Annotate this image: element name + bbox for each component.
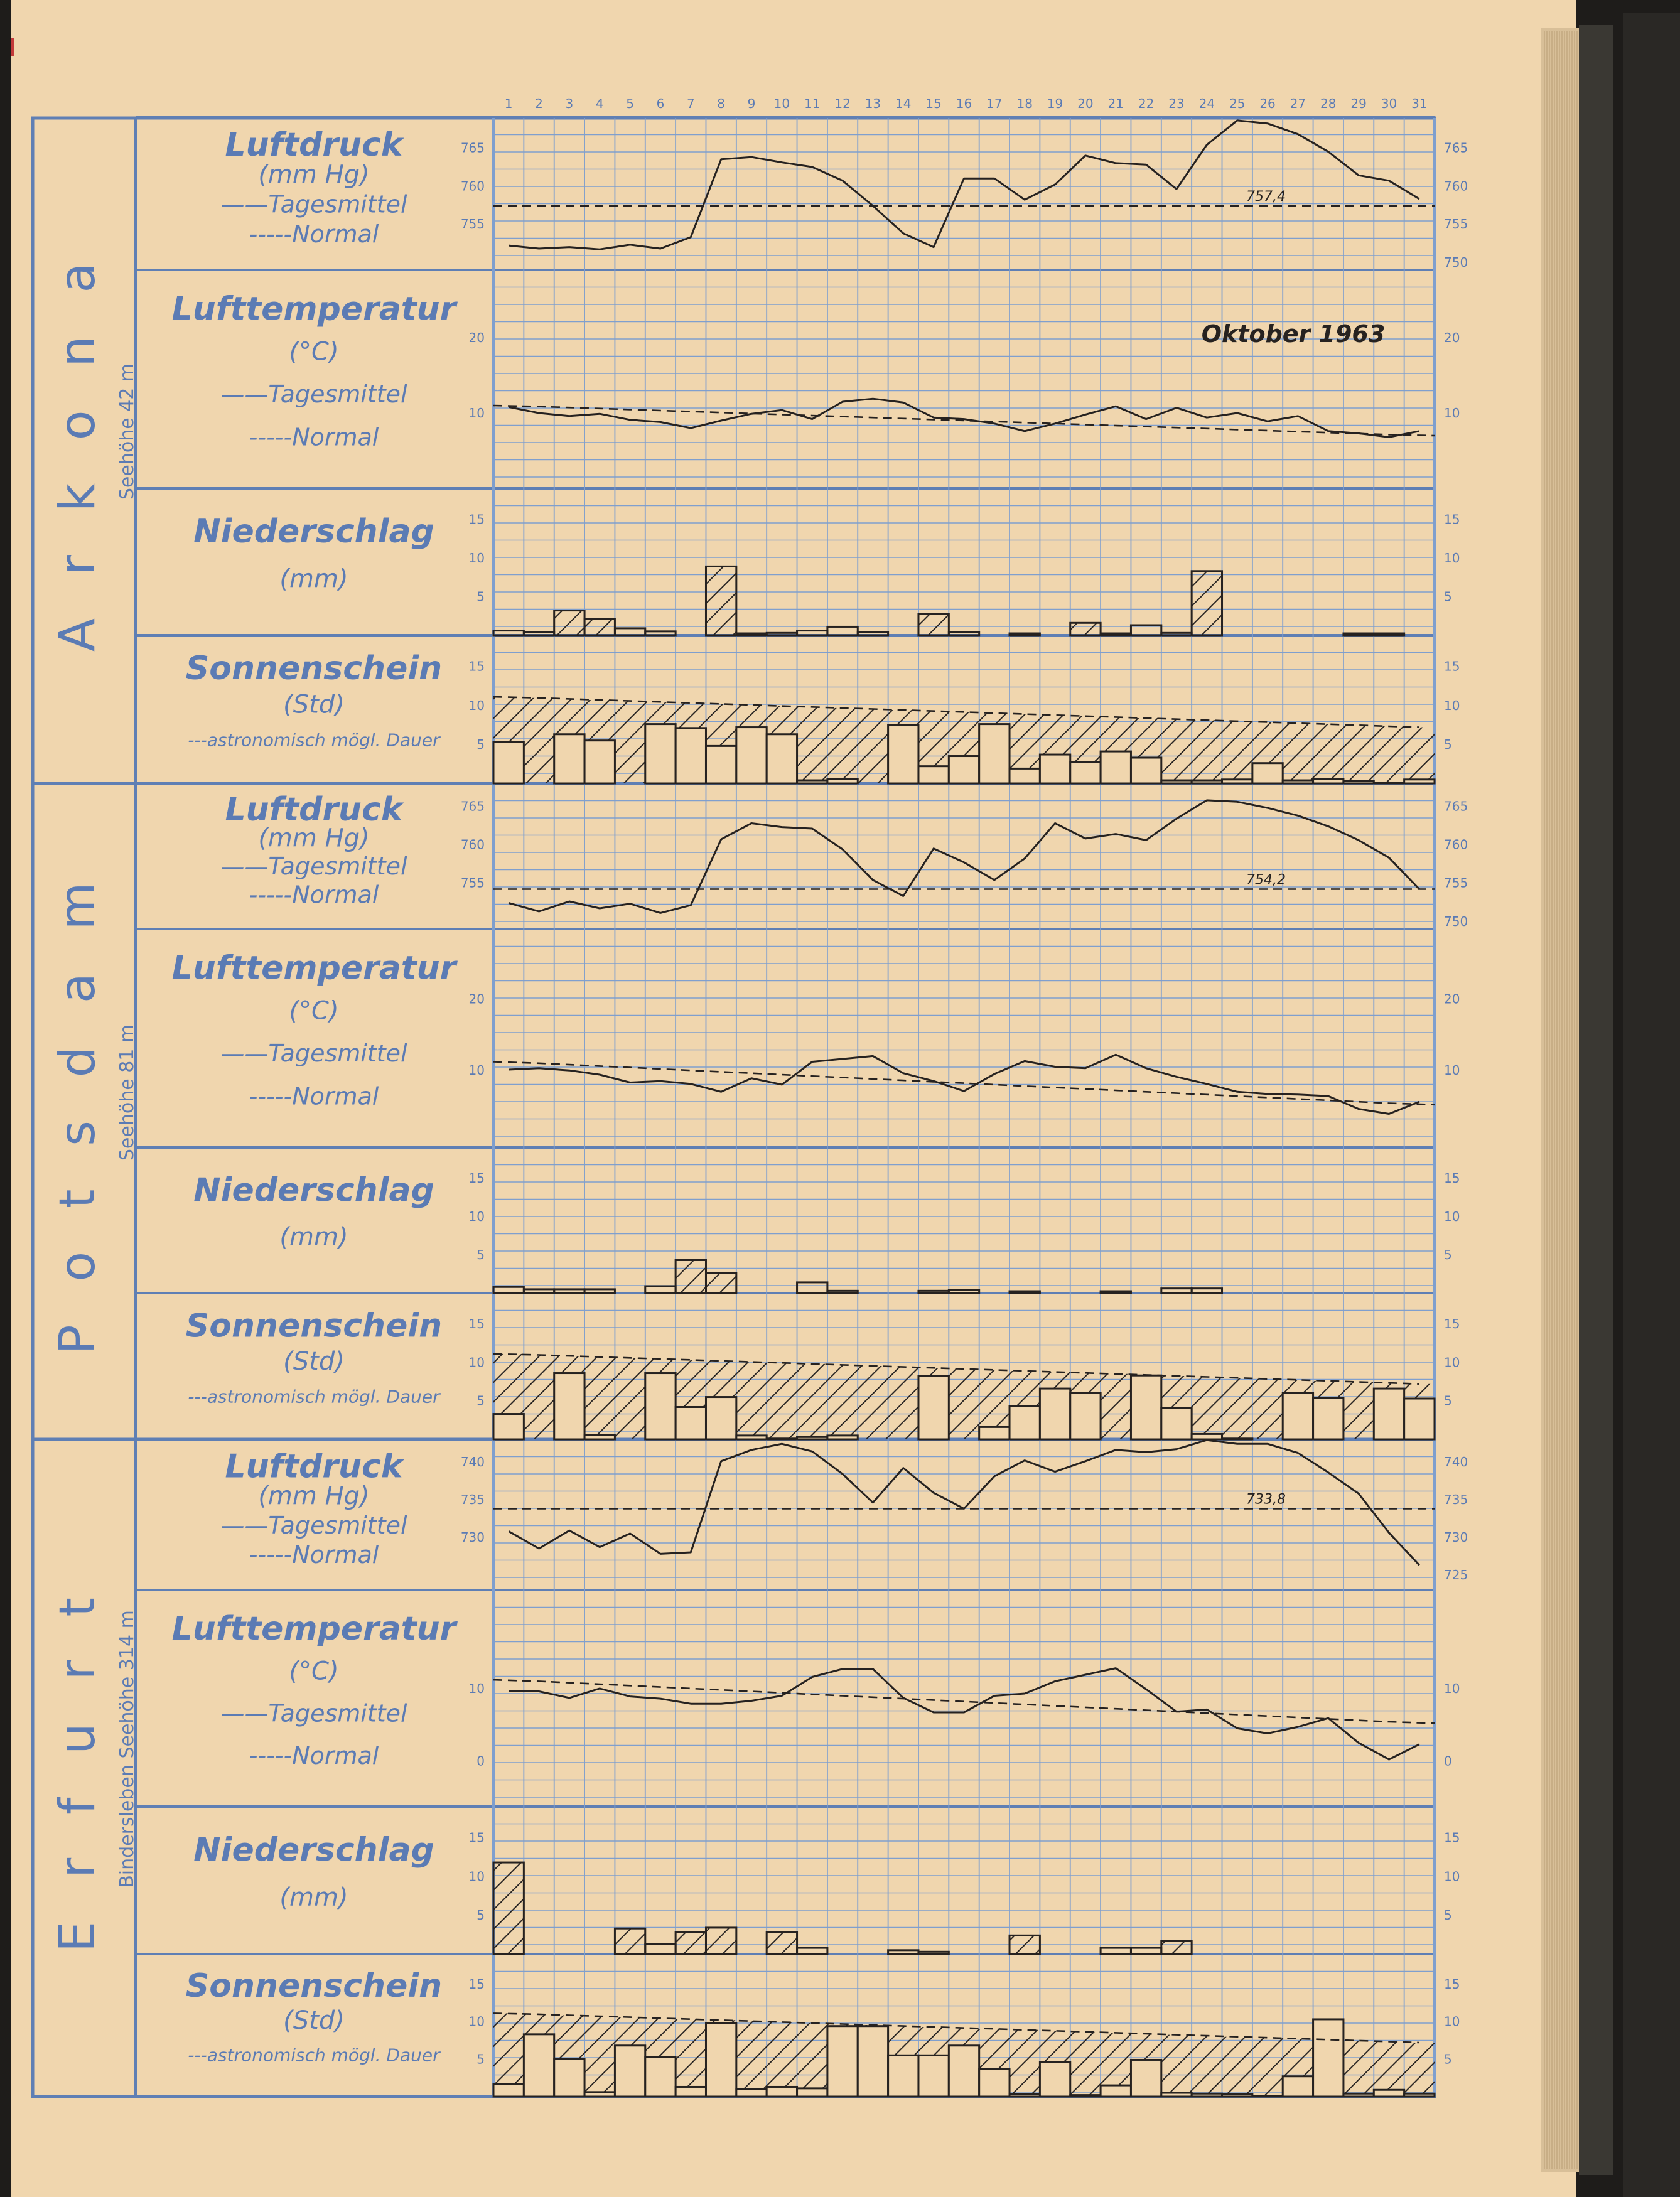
tick-label-right: 10 — [1444, 1869, 1460, 1884]
station-name: E r f u r t — [50, 1584, 106, 1952]
precip-bar — [1010, 1935, 1040, 1954]
sunshine-bar — [676, 2087, 706, 2097]
sunshine-bar — [645, 1373, 676, 1439]
sunshine-bar — [736, 1436, 767, 1439]
day-number: 24 — [1198, 96, 1215, 111]
sunshine-bar — [1010, 1406, 1040, 1439]
day-number: 17 — [986, 96, 1003, 111]
sunshine-bar — [493, 742, 524, 783]
panel-label-line: -----Normal — [249, 1082, 379, 1110]
tick-label-right: 15 — [1444, 1830, 1460, 1845]
sunshine-bar — [736, 2089, 767, 2097]
red-mark — [11, 38, 14, 56]
panel-label-line: (°C) — [289, 1657, 339, 1686]
tick-label-right: 10 — [1444, 550, 1460, 566]
sunshine-bar — [918, 766, 949, 783]
sunshine-bar — [1040, 1389, 1070, 1439]
tick-label-left: 10 — [468, 697, 485, 713]
tick-label-right: 755 — [1444, 875, 1468, 891]
sunshine-bar — [1010, 768, 1040, 783]
tick-label-right: 730 — [1444, 1530, 1468, 1545]
tick-label-left: 10 — [468, 406, 485, 421]
precip-bar — [493, 1862, 524, 1954]
day-number: 26 — [1259, 96, 1276, 111]
sunshine-bar — [1343, 2093, 1374, 2097]
tick-label-left: 10 — [468, 1680, 485, 1696]
precip-bar — [1010, 1291, 1040, 1293]
precip-bar — [554, 611, 584, 635]
sunshine-bar — [797, 2088, 827, 2097]
precip-bar — [615, 1928, 645, 1954]
day-number: 1 — [504, 96, 513, 111]
sunshine-bar — [888, 725, 918, 783]
normal-value-label: 757,4 — [1246, 188, 1286, 205]
sunshine-bar — [1343, 781, 1374, 783]
precip-bar — [584, 619, 615, 635]
panel-title: Sonnenschein — [185, 1307, 443, 1345]
station-elevation: Bindersleben Seehöhe 314 m — [116, 1610, 138, 1888]
sunshine-bar — [1252, 2096, 1283, 2097]
tick-label-left: 15 — [468, 1830, 485, 1845]
panel-label-line: ---astronomisch mögl. Dauer — [188, 729, 440, 751]
day-number: 16 — [956, 96, 972, 111]
precip-bar — [706, 1273, 736, 1293]
sunshine-bar — [615, 2046, 645, 2097]
panel-label-line: (Std) — [283, 1346, 345, 1376]
sunshine-bar — [1374, 1389, 1404, 1439]
precip-bar — [1161, 1941, 1192, 1954]
sunshine-bar — [918, 2055, 949, 2097]
binding-strip — [1579, 25, 1613, 2175]
tick-label-right: 765 — [1444, 798, 1468, 814]
panel-label-line: -----Normal — [249, 1742, 379, 1770]
day-number: 30 — [1381, 96, 1397, 111]
tick-label-left: 5 — [477, 2051, 485, 2067]
sunshine-bar — [706, 746, 736, 783]
sunshine-bar — [1161, 780, 1192, 783]
sunshine-bar — [1040, 2062, 1070, 2097]
tick-label-left: 20 — [468, 330, 485, 345]
tick-label-left: 765 — [460, 140, 485, 156]
panel-label-line: (°C) — [289, 337, 339, 367]
panel-title: Niederschlag — [193, 513, 434, 551]
tick-label-right: 5 — [1444, 1908, 1452, 1923]
panel-label-line: -----Normal — [249, 1540, 379, 1569]
sunshine-bar — [1192, 780, 1222, 783]
tick-label-left: 5 — [477, 1393, 485, 1409]
day-number: 13 — [864, 96, 881, 111]
sunshine-bar — [979, 2069, 1010, 2097]
tick-label-left: 10 — [468, 550, 485, 566]
sunshine-bar — [645, 2057, 676, 2097]
sunshine-bar — [918, 1376, 949, 1439]
day-number: 6 — [656, 96, 665, 111]
precip-bar — [1343, 633, 1374, 635]
panel-label-line: ——Tagesmittel — [220, 190, 407, 218]
sunshine-bar — [767, 734, 797, 783]
normal-value-label: 733,8 — [1246, 1491, 1286, 1508]
sunshine-bar — [736, 728, 767, 783]
day-number: 2 — [535, 96, 543, 111]
tick-label-right: 5 — [1444, 2051, 1452, 2067]
tick-label-right: 5 — [1444, 1247, 1452, 1262]
sunshine-bar — [524, 2034, 554, 2097]
tick-label-right: 10 — [1444, 1355, 1460, 1370]
sunshine-bar — [1131, 2060, 1161, 2097]
day-number: 29 — [1350, 96, 1367, 111]
day-number: 22 — [1138, 96, 1155, 111]
tick-label-left: 20 — [468, 991, 485, 1007]
binding-cover — [1623, 13, 1680, 2197]
tick-label-left: 10 — [468, 1869, 485, 1884]
precip-bar — [676, 1932, 706, 1954]
sunshine-bar — [1161, 1408, 1192, 1439]
tick-label-left: 15 — [468, 1976, 485, 1992]
tick-label-left: 15 — [468, 512, 485, 527]
sunshine-bar — [1404, 2093, 1435, 2097]
tick-label-right: 760 — [1444, 178, 1468, 194]
sunshine-bar — [676, 1407, 706, 1439]
precip-bar — [767, 1932, 797, 1954]
tick-label-left: 5 — [477, 1908, 485, 1923]
tick-label-right: 15 — [1444, 1170, 1460, 1186]
sunshine-bar — [554, 2059, 584, 2097]
tick-label-left: 740 — [460, 1454, 485, 1469]
sunshine-bar — [979, 1427, 1010, 1439]
tick-label-left: 0 — [477, 1753, 485, 1769]
sunshine-bar — [1131, 1375, 1161, 1439]
tick-label-right: 10 — [1444, 1680, 1460, 1696]
precip-bar — [1192, 571, 1222, 635]
tick-label-left: 10 — [468, 2014, 485, 2029]
sunshine-bar — [706, 1397, 736, 1439]
sunshine-bar — [493, 2084, 524, 2097]
panel-label-line: ——Tagesmittel — [220, 852, 407, 881]
tick-label-right: 15 — [1444, 1976, 1460, 1992]
tick-label-left: 10 — [468, 1063, 485, 1078]
panel-label-line: (°C) — [289, 996, 339, 1026]
normal-value-label: 754,2 — [1246, 872, 1286, 888]
panel-label-line: ---astronomisch mögl. Dauer — [188, 2044, 440, 2066]
sunshine-bar — [1070, 762, 1101, 783]
precip-bar — [676, 1260, 706, 1293]
sunshine-bar — [1283, 1393, 1313, 1439]
sunshine-bar — [1192, 2093, 1222, 2097]
precip-bar — [1374, 633, 1404, 635]
sunshine-bar — [797, 1437, 827, 1439]
tick-label-right: 5 — [1444, 1393, 1452, 1409]
station-elevation: Seehöhe 42 m — [116, 363, 138, 500]
panel-label-line: ——Tagesmittel — [220, 1511, 407, 1539]
tick-label-left: 15 — [468, 658, 485, 674]
sunshine-bar — [1313, 1398, 1343, 1439]
tick-label-left: 10 — [468, 1208, 485, 1224]
sunshine-bar — [1040, 755, 1070, 783]
sunshine-bar — [1374, 2090, 1404, 2097]
tick-label-left: 15 — [468, 1316, 485, 1332]
station-elevation: Seehöhe 81 m — [116, 1024, 138, 1161]
panel-label-line: (mm) — [279, 564, 348, 594]
panel-label-line: -----Normal — [249, 220, 379, 249]
sunshine-bar — [1192, 1434, 1222, 1439]
tick-label-right: 5 — [1444, 589, 1452, 604]
sunshine-bar — [584, 741, 615, 783]
tick-label-right: 10 — [1444, 697, 1460, 713]
tick-label-left: 5 — [477, 589, 485, 604]
tick-label-right: 15 — [1444, 512, 1460, 527]
tick-label-right: 750 — [1444, 254, 1468, 270]
panel-label-line: (mm Hg) — [258, 824, 370, 853]
tick-label-left: 15 — [468, 1170, 485, 1186]
sunshine-bar — [584, 1435, 615, 1439]
panel-title: Luftdruck — [225, 126, 403, 164]
station-name: P o t s d a m — [50, 868, 106, 1355]
sunshine-bar — [706, 2023, 736, 2097]
tick-label-left: 760 — [460, 837, 485, 852]
day-number: 3 — [565, 96, 574, 111]
day-number: 31 — [1411, 96, 1428, 111]
day-number: 9 — [747, 96, 756, 111]
tick-label-right: 15 — [1444, 658, 1460, 674]
panel-label-line: (mm Hg) — [258, 1481, 370, 1511]
tick-label-right: 20 — [1444, 330, 1460, 345]
day-number: 18 — [1016, 96, 1033, 111]
sunshine-bar — [1252, 763, 1283, 783]
sunshine-bar — [827, 1436, 858, 1439]
tick-label-right: 15 — [1444, 1316, 1460, 1332]
tick-label-left: 735 — [460, 1492, 485, 1507]
panel-title: Sonnenschein — [185, 1967, 443, 2006]
sunshine-bar — [979, 724, 1010, 783]
tick-label-right: 10 — [1444, 2014, 1460, 2029]
tick-label-right: 740 — [1444, 1454, 1468, 1469]
sunshine-bar — [645, 724, 676, 783]
panel-label-line: (mm Hg) — [258, 160, 370, 190]
tick-label-right: 750 — [1444, 913, 1468, 929]
panel-label-line: (mm) — [279, 1883, 348, 1913]
panel-title: Niederschlag — [193, 1831, 434, 1869]
tick-label-left: 755 — [460, 875, 485, 891]
tick-label-left: 730 — [460, 1530, 485, 1545]
sunshine-bar — [949, 2046, 979, 2097]
tick-label-right: 10 — [1444, 406, 1460, 421]
panel-label-line: -----Normal — [249, 423, 379, 451]
sunshine-bar — [827, 779, 858, 783]
panel-title: Niederschlag — [193, 1171, 434, 1210]
tick-label-right: 760 — [1444, 837, 1468, 852]
sunshine-bar — [949, 756, 979, 783]
chart-title: Oktober 1963 — [1201, 320, 1386, 348]
sunshine-bar — [554, 1373, 584, 1439]
day-number: 19 — [1047, 96, 1063, 111]
tick-label-left: 760 — [460, 178, 485, 194]
day-number: 27 — [1290, 96, 1306, 111]
day-number: 8 — [717, 96, 726, 111]
sunshine-bar — [1283, 780, 1313, 783]
sunshine-bar — [1131, 758, 1161, 783]
sunshine-bar — [1222, 780, 1252, 783]
day-number: 23 — [1168, 96, 1185, 111]
sunshine-bar — [1404, 1399, 1435, 1439]
panel-title: Sonnenschein — [185, 650, 443, 688]
sunshine-bar — [1283, 2076, 1313, 2097]
sunshine-bar — [858, 2026, 888, 2097]
tick-label-right: 5 — [1444, 736, 1452, 752]
day-number: 7 — [686, 96, 695, 111]
tick-label-right: 20 — [1444, 991, 1460, 1007]
sunshine-bar — [1313, 2019, 1343, 2097]
panel-label-line: ——Tagesmittel — [220, 1039, 407, 1068]
panel-title: Lufttemperatur — [171, 1610, 456, 1648]
tick-label-right: 755 — [1444, 217, 1468, 232]
tick-label-left: 5 — [477, 736, 485, 752]
tick-label-right: 10 — [1444, 1208, 1460, 1224]
sunshine-bar — [676, 728, 706, 783]
sunshine-bar — [1222, 2094, 1252, 2097]
sunshine-bar — [1010, 2094, 1040, 2097]
tick-label-right: 735 — [1444, 1492, 1468, 1507]
sunshine-bar — [1070, 1393, 1101, 1439]
panel-label-line: -----Normal — [249, 881, 379, 909]
station-name: A r k o n a — [50, 249, 106, 652]
panel-label-line: (Std) — [283, 2006, 345, 2036]
precip-bar — [1070, 623, 1101, 635]
sunshine-bar — [1161, 2093, 1192, 2097]
sunshine-bar — [767, 2087, 797, 2097]
precip-bar — [1101, 1291, 1131, 1293]
tick-label-right: 725 — [1444, 1567, 1468, 1582]
tick-label-left: 765 — [460, 798, 485, 814]
day-number: 14 — [895, 96, 912, 111]
day-number: 15 — [925, 96, 942, 111]
day-number: 5 — [626, 96, 634, 111]
tick-label-right: 0 — [1444, 1753, 1452, 1769]
precip-bar — [706, 1928, 736, 1954]
tick-label-right: 765 — [1444, 140, 1468, 156]
tick-label-left: 755 — [460, 217, 485, 232]
sunshine-bar — [493, 1414, 524, 1439]
sunshine-bar — [1070, 2095, 1101, 2097]
tick-label-left: 5 — [477, 1247, 485, 1262]
day-number: 10 — [773, 96, 790, 111]
sunshine-bar — [584, 2092, 615, 2097]
day-number: 21 — [1107, 96, 1124, 111]
sunshine-bar — [888, 2055, 918, 2097]
precip-bar — [918, 614, 949, 635]
panel-title: Luftdruck — [225, 791, 403, 829]
day-number: 25 — [1229, 96, 1246, 111]
day-number: 12 — [834, 96, 851, 111]
day-number: 4 — [595, 96, 604, 111]
sunshine-bar — [827, 2026, 858, 2097]
tick-label-right: 10 — [1444, 1063, 1460, 1078]
sunshine-bar — [797, 780, 827, 783]
panel-label-line: ——Tagesmittel — [220, 1699, 407, 1727]
precip-bar — [736, 633, 767, 635]
sunshine-bar — [1101, 2085, 1131, 2097]
day-number: 11 — [804, 96, 821, 111]
panel-label-line: ——Tagesmittel — [220, 380, 407, 409]
panel-label-line: (Std) — [283, 690, 345, 719]
panel-title: Lufttemperatur — [171, 949, 456, 987]
sunshine-bar — [1101, 751, 1131, 783]
precip-bar — [1101, 633, 1131, 635]
day-number: 28 — [1320, 96, 1337, 111]
day-number: 20 — [1077, 96, 1094, 111]
sunshine-bar — [554, 734, 584, 783]
precip-bar — [706, 566, 736, 635]
tick-label-left: 10 — [468, 1355, 485, 1370]
sunshine-bar — [1313, 779, 1343, 783]
precip-bar — [1010, 633, 1040, 635]
panel-title: Luftdruck — [225, 1448, 403, 1486]
panel-label-line: ---astronomisch mögl. Dauer — [188, 1386, 440, 1407]
panel-label-line: (mm) — [279, 1223, 348, 1252]
sunshine-bar — [1404, 780, 1435, 783]
panel-title: Lufttemperatur — [171, 290, 456, 328]
